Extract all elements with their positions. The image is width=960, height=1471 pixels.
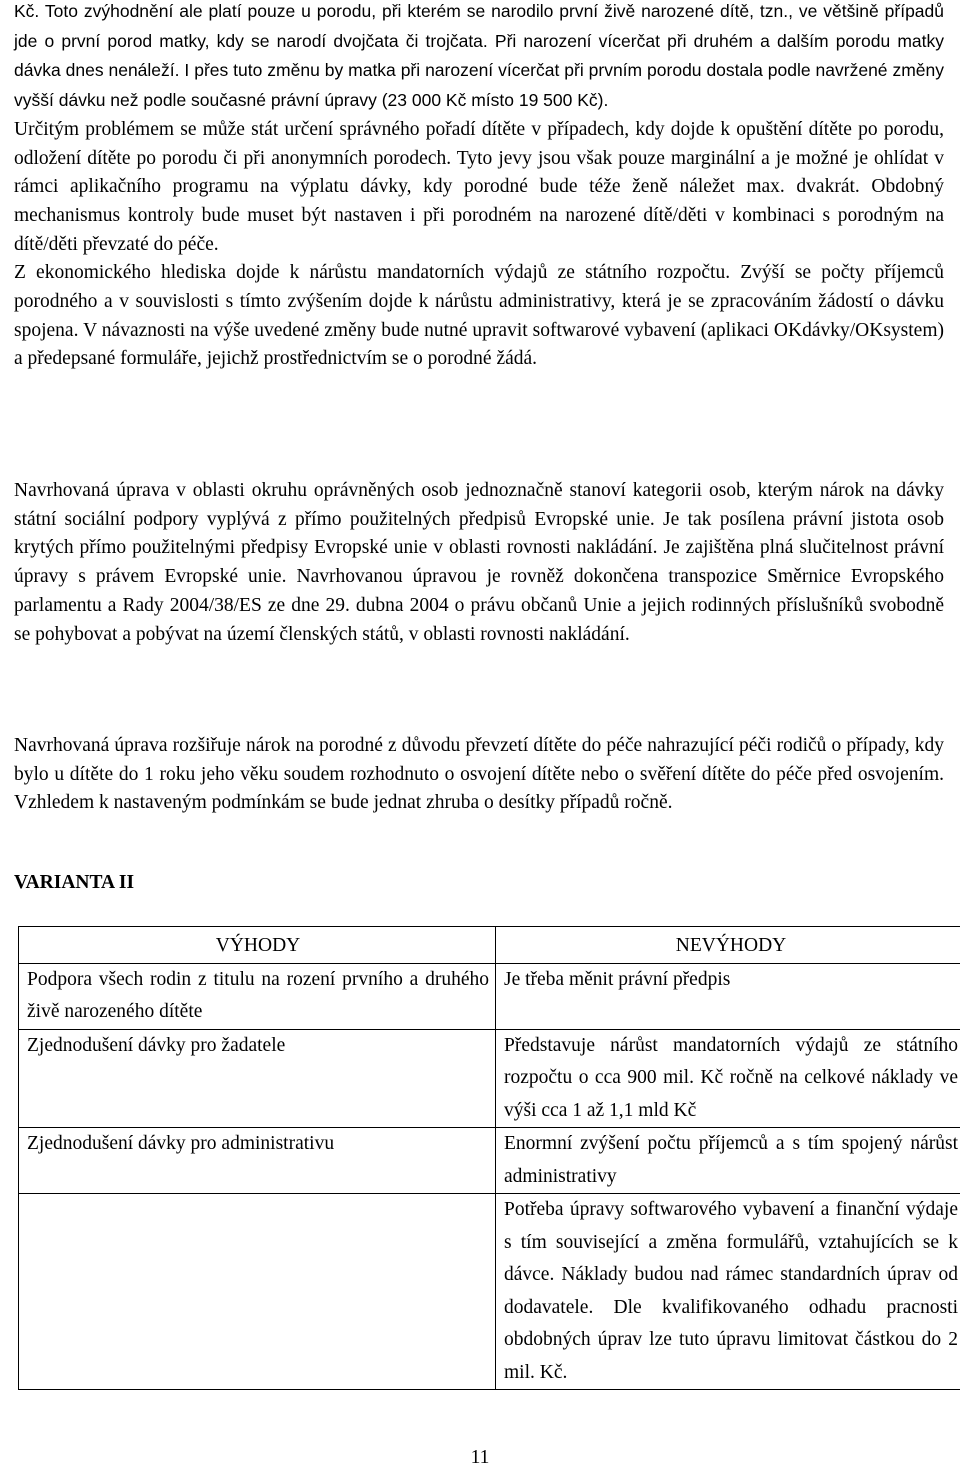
paragraph-1-sentence-6: Z ekonomického hlediska dojde k nárůstu mandatorních výdajů ze státního rozpočtu. xyxy=(14,262,731,284)
table-row xyxy=(19,1029,960,1128)
table-row xyxy=(19,1194,960,1390)
page-number: 11 xyxy=(470,1447,490,1468)
comparison-table xyxy=(18,926,960,1390)
paragraph-1-sentence-3: Určitým problémem se může stát určení správného pořadí dítěte v případech, kdy dojde k opuštění dítěte po porodu, odložení dítěte po porodu či při anonymních porodech. xyxy=(14,118,944,169)
advantage-cell xyxy=(19,1194,496,1390)
paragraph-1-sentence-1: Kč. Toto zvýhodnění ale platí pouze u porodu, při kterém se narodilo první živě narozené dítě, tzn., ve většině případů jde o první porod matky, kdy se narodí dvojčata či trojčata. Při narození vícerčat při druhém a dalším porodu matky dávka dnes nenáleží. xyxy=(14,1,944,81)
disadvantage-cell: Je třeba měnit právní předpis xyxy=(496,963,960,1029)
disadvantage-cell: Představuje nárůst mandatorních výdajů ze státního rozpočtu o cca 900 mil. Kč ročně na celkové náklady ve výši cca 1 až 1,1 mld Kč xyxy=(496,1029,960,1128)
table-row xyxy=(19,1128,960,1194)
paragraph-2: Navrhovaná úprava v oblasti okruhu oprávněných osob jednoznačně stanoví kategorii osob, kterým nárok na dávky státní sociální podpory vyplývá z přímo použitelných předpisů Evropské unie. Je tak posílena právní jistota osob krytých přímo použitelnými předpisy Evropské unie v oblasti rovnosti nakládání. Je zajištěna plná slučitelnost právní úpravy s právem Evropské unie. Navrhovanou úpravou je rovněž dokončena transpozice Směrnice Evropského parlamentu a Rady 2004/38/ES ze dne 29. dubna 2004 o právu občanů Unie a jejich rodinných příslušníků svobodně se pohybovat a pobývat na území členských států, v oblasti rovnosti nakládání. xyxy=(14,480,944,645)
advantage-cell: Podpora všech rodin z titulu na rození prvního a druhého živě narozeného dítěte xyxy=(19,963,496,1029)
advantage-cell: Zjednodušení dávky pro žadatele xyxy=(19,1029,496,1128)
column-header-advantages: VÝHODY xyxy=(19,927,496,964)
paragraph-1-sentence-5: Obdobný mechanismus kontroly bude muset být nastaven i při porodném na narozené dítě/děti v kombinaci s porodným na dítě/děti převzaté do péče. xyxy=(14,176,944,255)
paragraph-1-sentence-8: V návaznosti na výše uvedené změny bude nutné upravit softwarové vybavení (aplikaci OKdávky/OKsystem) a předepsané formuláře, jejichž prostřednictvím se o porodné žádá. xyxy=(14,319,944,370)
paragraph-3: Navrhovaná úprava rozšiřuje nárok na porodné z důvodu převzetí dítěte do péče nahrazující péči rodičů o případy, kdy bylo u dítěte do 1 roku jeho věku soudem rozhodnuto o osvojení dítěte nebo o svěření dítěte do péče před osvojením. Vzhledem k nastaveným podmínkám se bude jednat zhruba o desítky případů ročně. xyxy=(14,735,944,814)
paragraph-1-sentence-7: Zvýší se počty příjemců porodného a v souvislosti s tímto zvýšením dojde k nárůstu administrativy, která je se zpracováním žádostí o dávku spojena. xyxy=(14,262,944,341)
table-row xyxy=(19,963,960,1029)
column-header-disadvantages: NEVÝHODY xyxy=(496,927,960,964)
paragraph-1-sentence-2: I přes tuto změnu by matka při narození vícerčat při prvním porodu dostala podle navržené změny vyšší dávku než podle současné právní úpravy (23 000 Kč místo 19 500 Kč). xyxy=(14,60,944,111)
paragraph-1-sentence-4: Tyto jevy jsou však pouze marginální a je možné je ohlídat v rámci aplikačního programu na výplatu dávky, kdy porodné bude téže ženě náležet max. dvakrát. xyxy=(14,147,944,198)
paragraph-1 xyxy=(14,0,944,374)
advantage-cell: Zjednodušení dávky pro administrativu xyxy=(19,1128,496,1194)
section-heading: VARIANTA II xyxy=(14,872,135,893)
table-header-row xyxy=(19,927,960,964)
disadvantage-cell: Potřeba úpravy softwarového vybavení a finanční výdaje s tím související a změna formulářů, vztahujících se k dávce. Náklady budou nad rámec standardních úprav od dodavatele. Dle kvalifikovaného odhadu pracnosti obdobných úprav lze tuto úpravu limitovat částkou do 2 mil. Kč. xyxy=(496,1194,960,1390)
disadvantage-cell: Enormní zvýšení počtu příjemců a s tím spojený nárůst administrativy xyxy=(496,1128,960,1194)
